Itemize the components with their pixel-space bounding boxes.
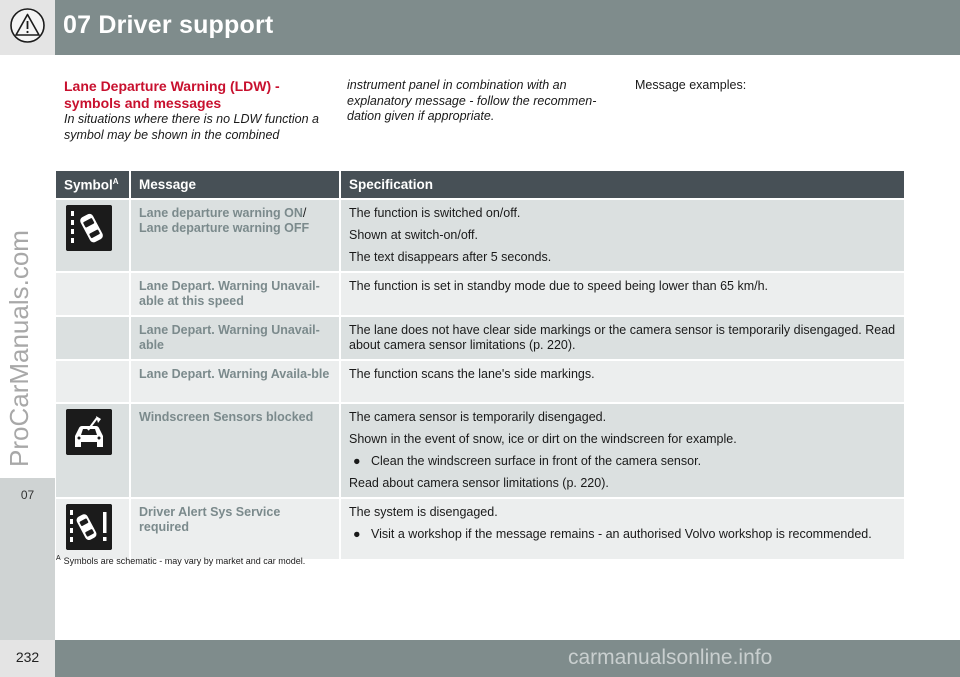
bullet-dot: ● — [353, 527, 361, 541]
message-cell: Lane Depart. Warning Unavail-able at this speed — [129, 273, 339, 315]
page-title: 07 Driver support — [63, 11, 274, 39]
header-specification: Specification — [339, 171, 904, 198]
symbol-cell — [56, 499, 129, 559]
table-row — [56, 317, 904, 359]
symbol-cell — [56, 200, 129, 271]
lane-departure-car-icon — [66, 205, 112, 251]
specification-cell: The lane does not have clear side markings or the camera sensor is temporarily disengaged. Read about camera sensor limitations (p. 220). — [339, 317, 904, 359]
table-footnote: $^A$ Symbols are schematic - may vary by market and car model. — [56, 555, 306, 566]
symbol-cell — [56, 317, 129, 359]
page-number-box — [0, 640, 55, 677]
chapter-tab — [0, 478, 55, 640]
messages-table — [56, 169, 904, 561]
footnote-mark: A — [56, 555, 61, 562]
bullet-item: ● Clean the windscreen surface in front of the camera sensor. — [353, 454, 702, 468]
header-symbol: Symbol$^A$ — [56, 171, 129, 198]
message-cell: Lane Depart. Warning Unavail-able — [129, 317, 339, 359]
bullet-dot: ● — [353, 454, 361, 468]
bullet-item: ● Visit a workshop if the message remains - an authorised Volvo workshop is recommended. — [353, 527, 872, 541]
footer-watermark: carmanualsonline.info — [568, 646, 773, 669]
table-header-row — [56, 171, 904, 198]
symbol-cell — [56, 361, 129, 402]
message-cell: Driver Alert Sys Service required — [129, 499, 339, 559]
lane-departure-service-icon — [66, 504, 112, 550]
specification-cell: The function is switched on/off. Shown at switch-on/off. The text disappears after 5 seconds. — [339, 200, 904, 271]
message-cell: Windscreen Sensors blocked — [129, 404, 339, 497]
symbol-cell — [56, 404, 129, 497]
intro-text-col2: instrument panel in combination with an explanatory message - follow the recommen-dation given if appropriate. — [347, 78, 597, 123]
specification-cell: The system is disengaged. ● Visit a workshop if the message remains - an authorised Volvo workshop is recommended. — [339, 499, 904, 559]
page-header — [0, 0, 960, 55]
page-number: 232 — [15, 649, 40, 665]
page-footer — [0, 640, 960, 677]
specification-cell: The function is set in standby mode due to speed being lower than 65 km/h. — [339, 273, 904, 315]
table-row — [56, 361, 904, 402]
specification-cell: The function scans the lane's side markings. — [339, 361, 904, 402]
footnote-mark: A — [112, 176, 119, 186]
section-title: Lane Departure Warning (LDW) - symbols and messages — [64, 78, 280, 111]
intro-text-col3: Message examples: — [635, 78, 747, 92]
message-cell: Lane departure warning ON/ Lane departure warning OFF — [129, 200, 339, 271]
chapter-tab-number: 07 — [20, 488, 35, 502]
table-row — [56, 499, 904, 559]
side-watermark: ProCarManuals.com — [4, 230, 34, 467]
message-cell: Lane Depart. Warning Availa-ble — [129, 361, 339, 402]
symbol-cell — [56, 273, 129, 315]
table-row — [56, 273, 904, 315]
warning-icon-box — [0, 0, 55, 55]
table-row — [56, 404, 904, 497]
warning-triangle-icon — [9, 7, 46, 44]
specification-cell: The camera sensor is temporarily disengaged. Shown in the event of snow, ice or dirt on the windscreen for example. ● Clean the windscreen surface in front of the camera sensor. Read about camera sensor limitations (p. 220). — [339, 404, 904, 497]
table-row — [56, 200, 904, 271]
intro-text-col1: In situations where there is no LDW function a symbol may be shown in the combined — [64, 112, 319, 142]
header-message: Message — [129, 171, 339, 198]
windscreen-sensor-car-icon — [66, 409, 112, 455]
